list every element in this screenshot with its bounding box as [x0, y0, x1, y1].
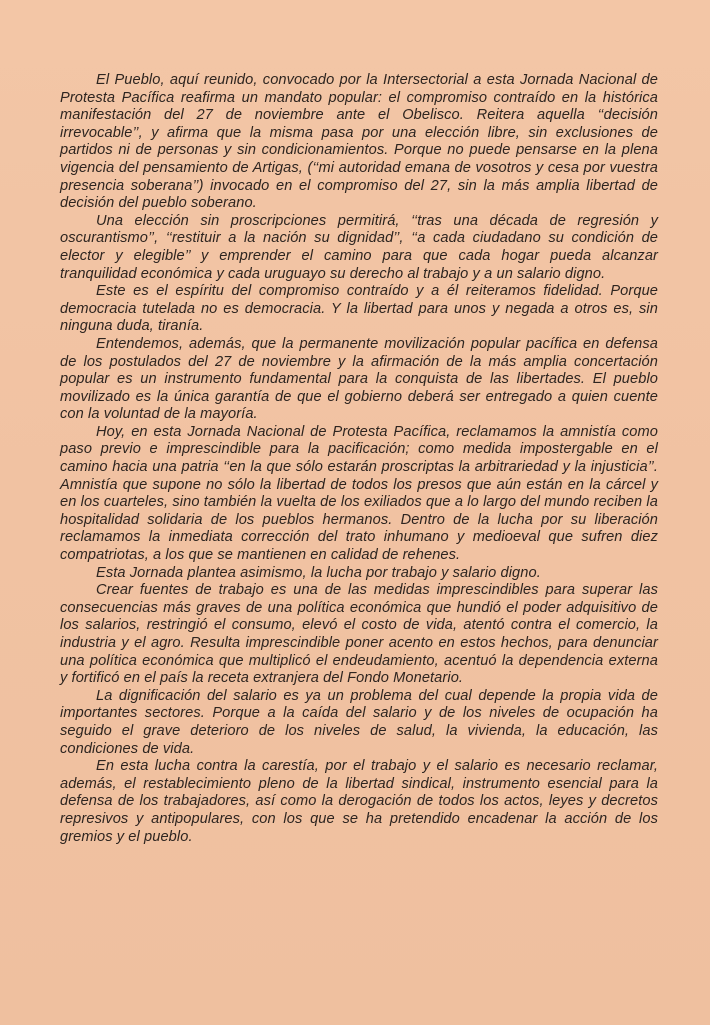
paragraph: En esta lucha contra la carestía, por el trabajo y el salario es necesario reclamar, además, el restablecimiento pleno de la libertad sindical, instrumento esencial para la defensa de los trabajadores, así como la derogación de todos los actos, leyes y decretos represivos y antipopulares, con los que se ha pretendido encadenar la acción de los gremios y el pueblo.	[60, 758, 658, 845]
paragraph: Esta Jornada plantea asimismo, la lucha por trabajo y salario digno.	[96, 564, 541, 581]
paragraph: La dignificación del salario es ya un problema del cual depende la propia vida de importantes sectores. Porque a la caída del salario y de los niveles de ocupación ha seguido el grave deterioro de los niveles de salud, la vivienda, la educación, las condiciones de vida.	[60, 687, 658, 757]
paragraph: Una elección sin proscripciones permitirá, ‘‘tras una década de regresión y oscurantismo’’, ‘‘restituir a la nación su dignidad’’, ‘‘a cada ciudadano su condición de elector y elegible’’ y emprender el camino para que cada hogar pueda alcanzar tranquilidad económica y cada uruguayo su derecho al trabajo y a un salario digno.	[60, 212, 658, 282]
paragraph: Crear fuentes de trabajo es una de las medidas imprescindibles para superar las consecuencias más graves de una política económica que hundió el poder adquisitivo de los salarios, restringió el consumo, elevó el costo de vida, atentó contra el comercio, la industria y el agro. Resulta imprescindible poner acento en estos hechos, para denunciar una política económica que multiplicó el endeudamiento, acentuó la dependencia externa y fortificó en el país la receta extranjera del Fondo Monetario.	[60, 582, 658, 687]
paragraph: Hoy, en esta Jornada Nacional de Protesta Pacífica, reclamamos la amnistía como paso previo e imprescindible para la pacificación; como medida impostergable en el camino hacia una patria ‘‘en la que sólo estarán proscriptas la arbitrariedad y la injusticia’’. Amnistía que supone no sólo la libertad de todos los presos que aún están en la cárcel y en los cuarteles, sino también la vuelta de los exiliados que a lo largo del mundo reciben la hospitalidad solidaria de los pueblos hermanos. Dentro de la lucha por su liberación reclamamos la inmediata corrección del trato inhumano y medioeval que sufren diez compatriotas, a los que se mantienen en calidad de rehenes.	[60, 423, 658, 564]
paragraph: El Pueblo, aquí reunido, convocado por la Intersectorial a esta Jornada Nacional de Protesta Pacífica reafirma un mandato popular: el compromiso contraído en la histórica manifestación del 27 de noviembre ante el Obelisco. Reitera aquella ‘‘decisión irrevocable’’, y afirma que la misma pasa por una elección libre, sin exclusiones de partidos ni de personas y sin condicionamientos. Porque no puede pensarse en la plena vigencia del pensamiento de Artigas, (‘‘mi autoridad emana de vosotros y cesa por vuestra presencia soberana’’) invocado en el compromiso del 27, sin la más amplia libertad de decisión del pueblo soberano.	[60, 72, 658, 212]
paragraph: Este es el espíritu del compromiso contraído y a él reiteramos fidelidad. Porque democracia tutelada no es democracia. Y la libertad para unos y negada a otros es, sin ninguna duda, tiranía.	[60, 283, 658, 335]
paragraph: Entendemos, además, que la permanente movilización popular pacífica en defensa de los postulados del 27 de noviembre y la afirmación de la más amplia concertación popular es un instrumento fundamental para la conquista de las libertades. El pueblo movilizado es la única garantía de que el gobierno deberá ser entregado a quien cuente con la voluntad de la mayoría.	[60, 335, 658, 423]
document-body	[60, 72, 658, 846]
